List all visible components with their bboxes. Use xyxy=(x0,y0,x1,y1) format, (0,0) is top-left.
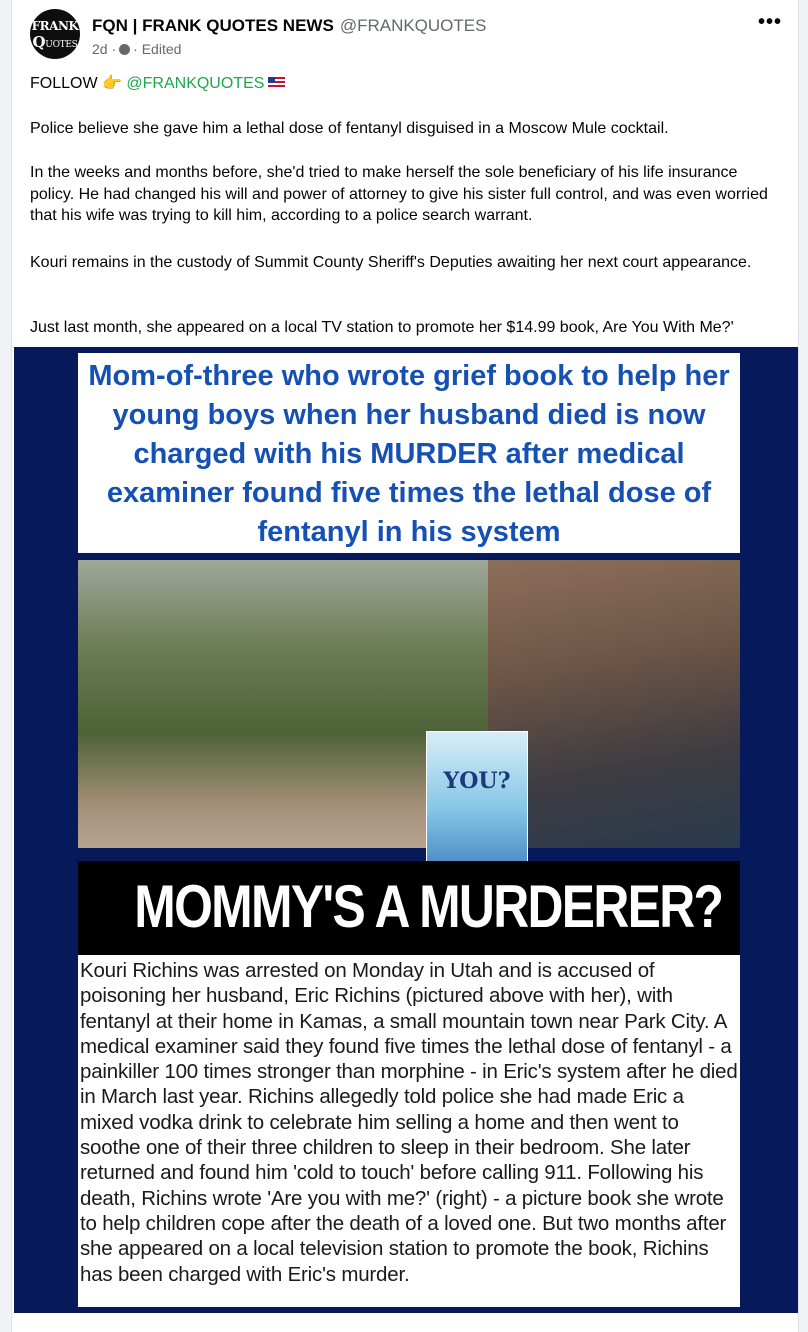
image-headline-box xyxy=(78,353,740,553)
follow-label: FOLLOW xyxy=(30,75,98,92)
post-paragraph: Police believe she gave him a lethal dose of fentanyl disguised in a Moscow Mule cocktail. xyxy=(30,120,669,137)
post-paragraph: Kouri remains in the custody of Summit County Sheriff's Deputies awaiting her next court appearance. xyxy=(30,254,752,271)
avatar-text-top: FRANK xyxy=(31,19,79,33)
more-options-icon[interactable]: ••• xyxy=(757,11,782,33)
image-headline: Mom-of-three who wrote grief book to help her young boys when her husband died is now charged with his MURDER after medical examiner found five times the lethal dose of fentanyl in his system xyxy=(88,360,730,548)
pointing-hand-icon: 👉 xyxy=(102,75,122,92)
post-card xyxy=(11,0,799,1332)
post-image[interactable] xyxy=(14,347,798,1313)
post-author xyxy=(92,16,486,36)
book-title: YOU? xyxy=(443,768,511,794)
separator: · xyxy=(111,41,117,57)
image-body-text: Kouri Richins was arrested on Monday in Utah and is accused of poisoning her husband, Eric Richins (pictured above with her), with fentanyl at their home in Kamas, a small mountain town near Park City. A medical examiner said they found five times the lethal dose of fentanyl - a painkiller 100 times stronger than morphine - in Eric's system after he died in March last year. Richins allegedly told police she had made Eric a mixed vodka drink to celebrate him selling a home and then went to soothe one of their three children to sleep in their bedroom. She later returned and found him 'cold to touch' before calling 911. Following his death, Richins wrote 'Are you with me?' (right) - a picture book she wrote to help children cope after the death of a loved one. But two months after she appeared on a local television station to promote the book, Richins has been charged with Eric's murder. xyxy=(80,959,738,1286)
post-paragraph: In the weeks and months before, she'd tried to make herself the sole beneficiary of his life insurance policy. He had changed his will and power of attorney to give his sister full control, and was even worried that his wife was trying to kill him, according to a police search warrant. xyxy=(30,164,768,224)
avatar[interactable] xyxy=(30,9,80,59)
avatar-text-bottom: QUOTES xyxy=(32,33,78,51)
book-cover xyxy=(426,731,528,863)
globe-icon xyxy=(119,44,130,55)
edited-label[interactable]: Edited xyxy=(141,41,182,57)
follow-line xyxy=(30,73,785,95)
mention-link[interactable]: @FRANKQUOTES xyxy=(126,75,265,92)
banner-text: MOMMY'S A MURDERER? xyxy=(134,873,723,940)
image-body-box xyxy=(78,955,740,1307)
author-handle[interactable]: @FRANKQUOTES xyxy=(339,16,487,35)
author-name[interactable]: FQN | FRANK QUOTES NEWS xyxy=(92,16,334,35)
us-flag-icon xyxy=(268,77,285,89)
post-meta xyxy=(92,41,181,57)
image-banner xyxy=(78,861,740,955)
post-paragraph: Just last month, she appeared on a local TV station to promote her $14.99 book, Are You With Me?' xyxy=(30,319,734,336)
post-time[interactable]: 2d xyxy=(92,41,108,57)
separator: · xyxy=(133,41,138,57)
